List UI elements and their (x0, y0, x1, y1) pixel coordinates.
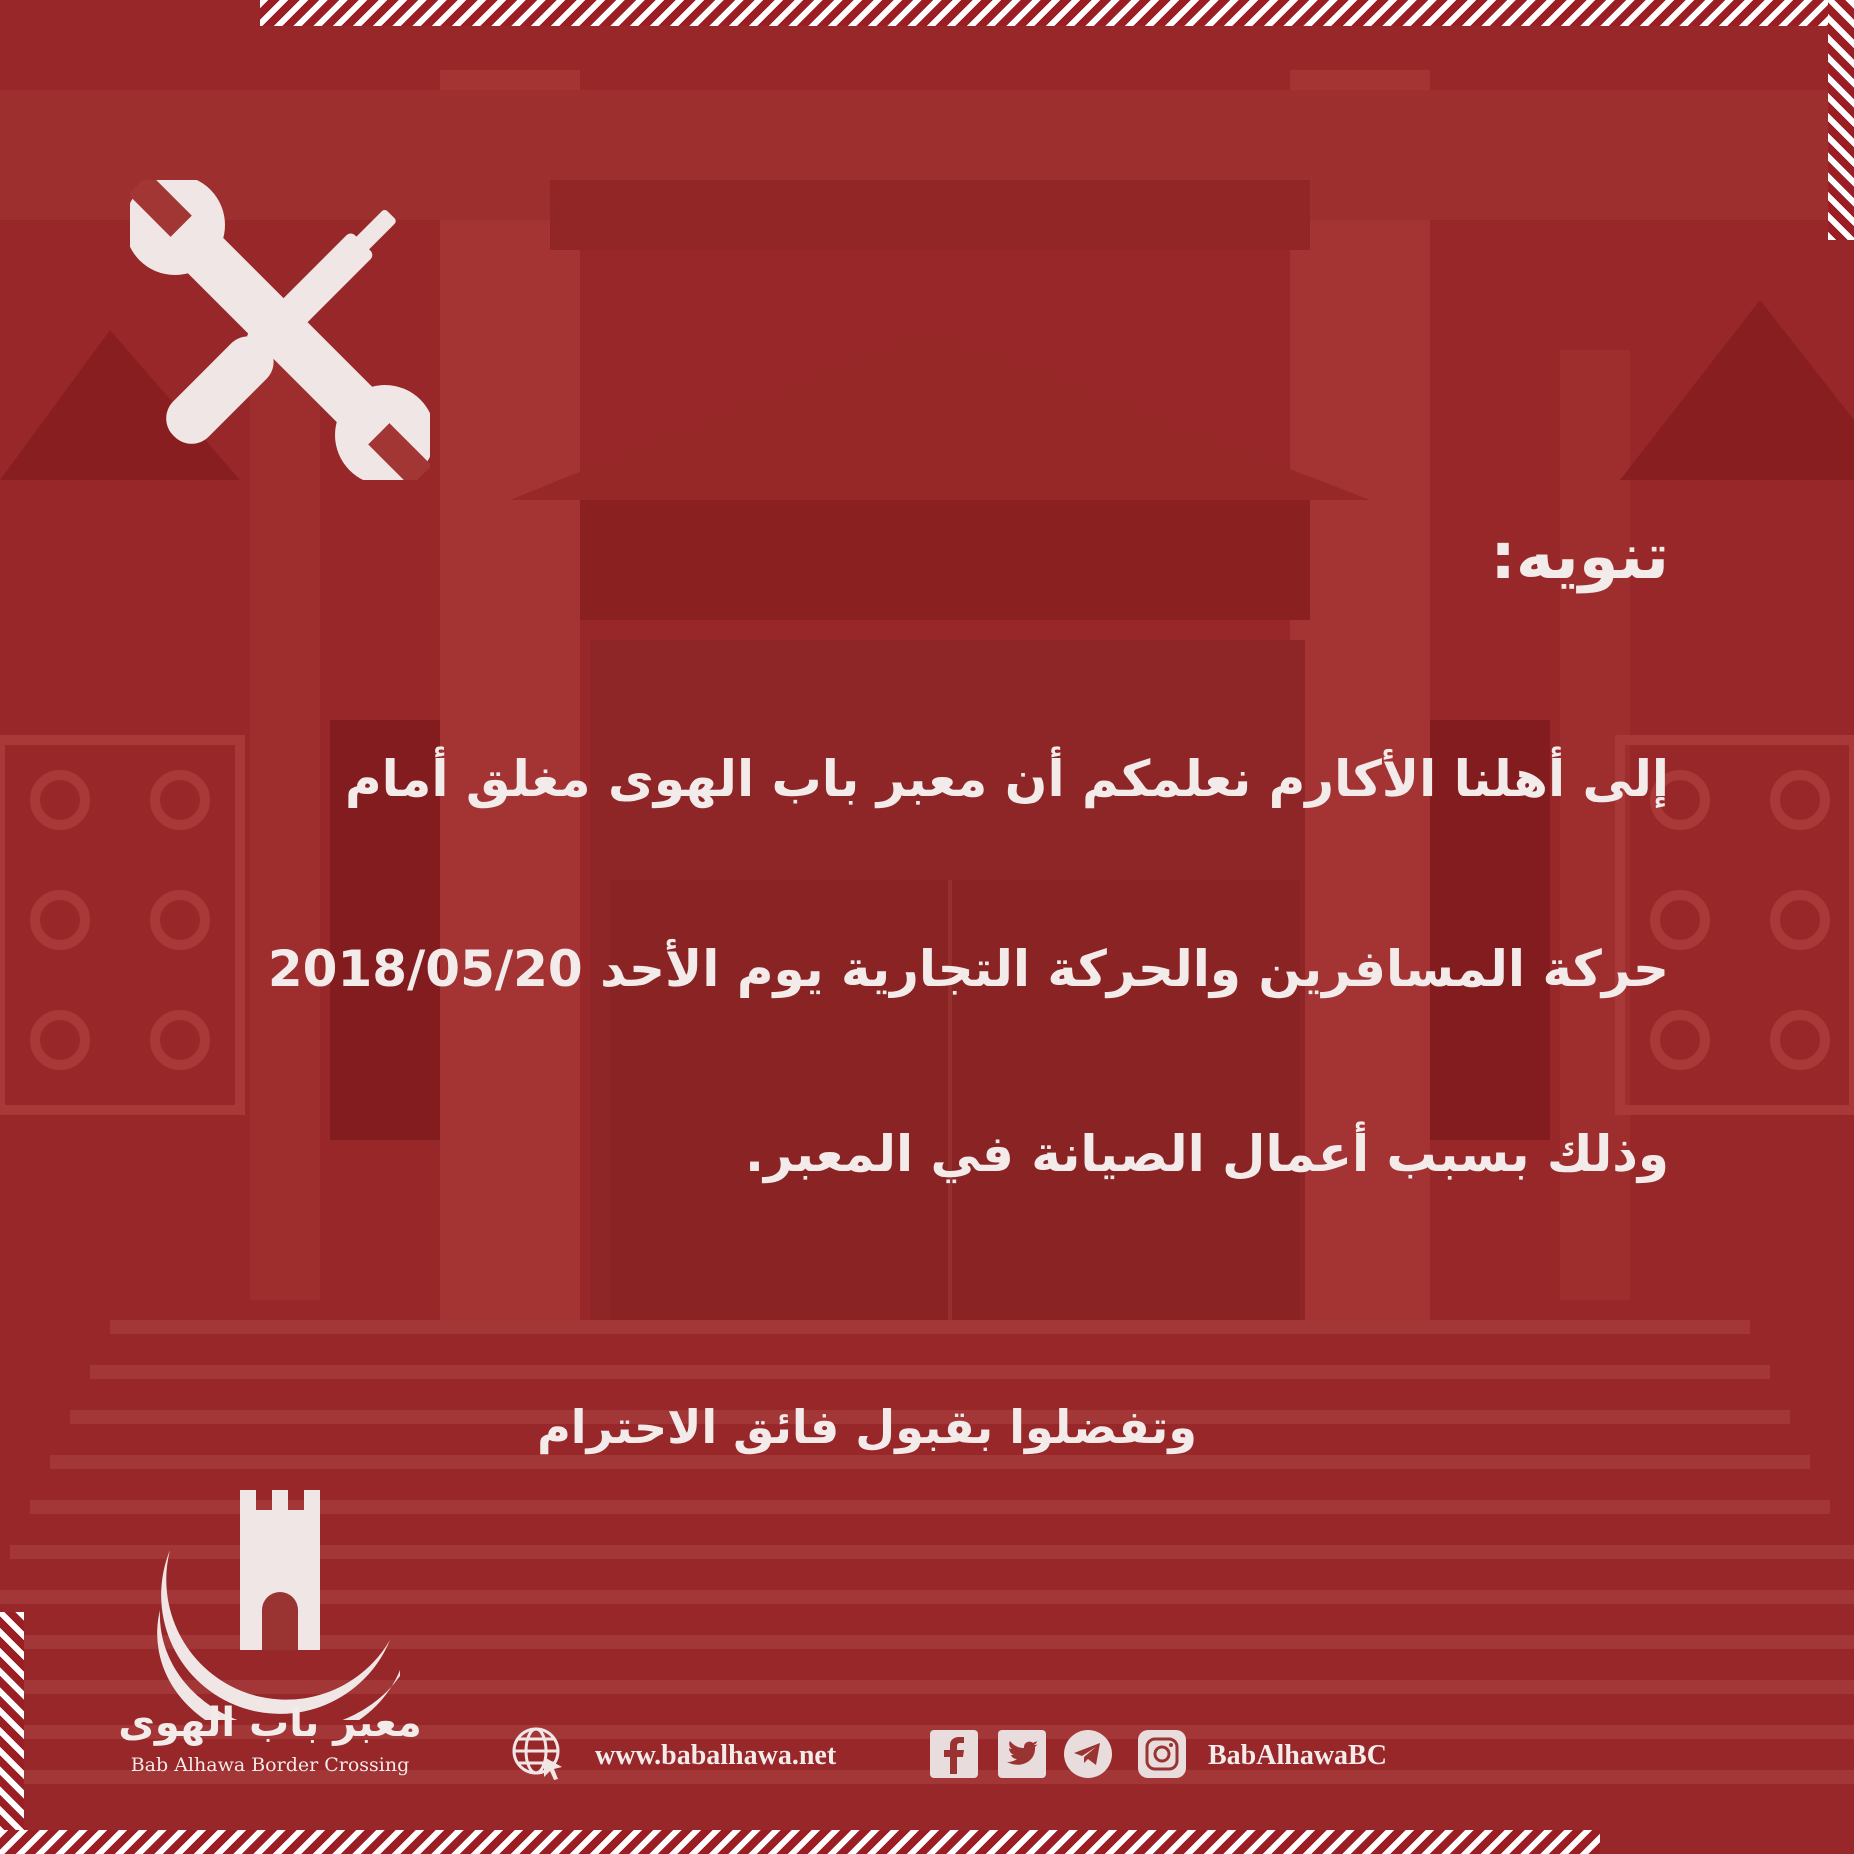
notice-line-3: وذلك بسبب أعمال الصيانة في المعبر. (744, 1125, 1669, 1183)
bab-alhawa-logo (150, 1490, 410, 1720)
closing-text: وتفضلوا بقبول فائق الاحترام (537, 1400, 1197, 1454)
decorative-border-right (1828, 0, 1854, 240)
decorative-border-bottom (0, 1830, 1600, 1854)
wrench-screwdriver-icon (130, 180, 430, 480)
logo-arabic-name: معبر باب الهوى (118, 1700, 422, 1746)
telegram-icon[interactable] (1064, 1730, 1112, 1778)
notice-line-2: حركة المسافرين والحركة التجارية يوم الأحد 2018/05/20 (267, 940, 1669, 998)
website-link[interactable]: www.babalhawa.net (595, 1740, 837, 1771)
twitter-icon[interactable] (998, 1730, 1046, 1778)
decorative-border-left (0, 1612, 24, 1854)
globe-icon (510, 1725, 566, 1781)
notice-title: تنويه: (1490, 520, 1669, 594)
social-handle[interactable]: BabAlhawaBC (1208, 1740, 1387, 1771)
notice-line-1: إلى أهلنا الأكارم نعلمكم أن معبر باب الهوى مغلق أمام (345, 750, 1669, 808)
decorative-border-top (260, 0, 1854, 26)
closing-line (0, 1400, 1854, 1454)
instagram-icon[interactable] (1138, 1730, 1186, 1778)
logo-english-name: Bab Alhawa Border Crossing (130, 1754, 410, 1776)
facebook-icon[interactable] (930, 1730, 978, 1778)
